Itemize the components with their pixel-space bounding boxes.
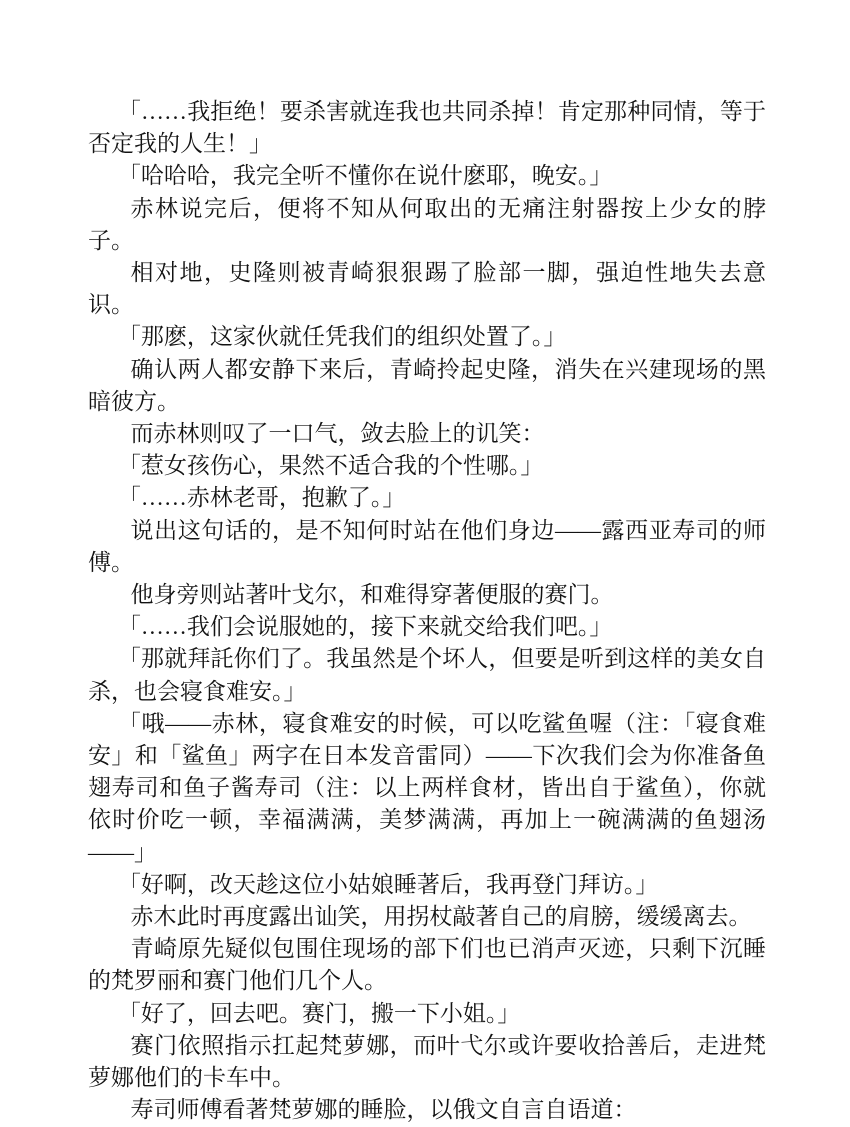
paragraph: 「好啊，改天趁这位小姑娘睡著后，我再登门拜访。」 xyxy=(117,871,659,897)
paragraph: 「好了，回去吧。赛门，搬一下小姐。」 xyxy=(117,1000,521,1026)
novel-text-block xyxy=(88,96,766,1127)
paragraph: 「……赤林老哥，抱歉了。」 xyxy=(117,485,406,511)
paragraph: 「……我们会说服她的，接下来就交给我们吧。」 xyxy=(117,614,613,640)
paragraph: 赤木此时再度露出讪笑，用拐杖敲著自己的肩膀，缓缓离去。 xyxy=(130,904,752,930)
paragraph: 「那麽，这家伙就任凭我们的组织处置了。」 xyxy=(117,324,567,350)
paragraph: 「……我拒绝！要杀害就连我也共同杀掉！肯定那种同情，等于否定我的人生！」 xyxy=(88,99,766,157)
paragraph: 「惹女孩伤心，果然不适合我的个性哪。」 xyxy=(117,453,544,479)
paragraph: 「哈哈哈，我完全听不懂你在说什麽耶，晚安。」 xyxy=(117,163,613,189)
paragraph: 确认两人都安静下来后，青崎拎起史隆，消失在兴建现场的黑暗彼方。 xyxy=(88,356,766,414)
paragraph: 青崎原先疑似包围住现场的部下们也已消声灭迹，只剩下沉睡的梵罗丽和赛门他们几个人。 xyxy=(88,936,766,994)
paragraph: 赛门依照指示扛起梵萝娜，而叶弋尔或许要收拾善后，走进梵萝娜他们的卡车中。 xyxy=(88,1032,766,1091)
paragraph: 赤林说完后，便将不知从何取出的无痛注射器按上少女的脖子。 xyxy=(88,195,766,253)
paragraph: 「哦——赤林，寝食难安的时候，可以吃鲨鱼喔（注：「寝食难安」和「鲨鱼」两字在日本发音雷同）——下次我们会为你准备鱼翅寿司和鱼子酱寿司（注：以上两样食材，皆出自于鲨鱼），你就依时价吃一顿，幸福满满，美梦满满，再加上一碗满满的鱼翅汤——」 xyxy=(88,710,766,865)
paragraph: 说出这句话的，是不知何时站在他们身边——露西亚寿司的师傅。 xyxy=(88,517,766,575)
paragraph: 他身旁则站著叶戈尔，和难得穿著便服的赛门。 xyxy=(130,582,614,608)
paragraph: 相对地，史隆则被青崎狠狠踢了脸部一脚，强迫性地失去意识。 xyxy=(88,260,766,318)
paragraph: 寿司师傅看著梵萝娜的睡脸，以俄文自言自语道： xyxy=(130,1097,637,1123)
paragraph: 「那就拜託你们了。我虽然是个坏人，但要是听到这样的美女自杀，也会寝食难安。」 xyxy=(88,646,766,704)
paragraph: 而赤林则叹了一口气，敛去脸上的讥笑： xyxy=(130,421,545,447)
